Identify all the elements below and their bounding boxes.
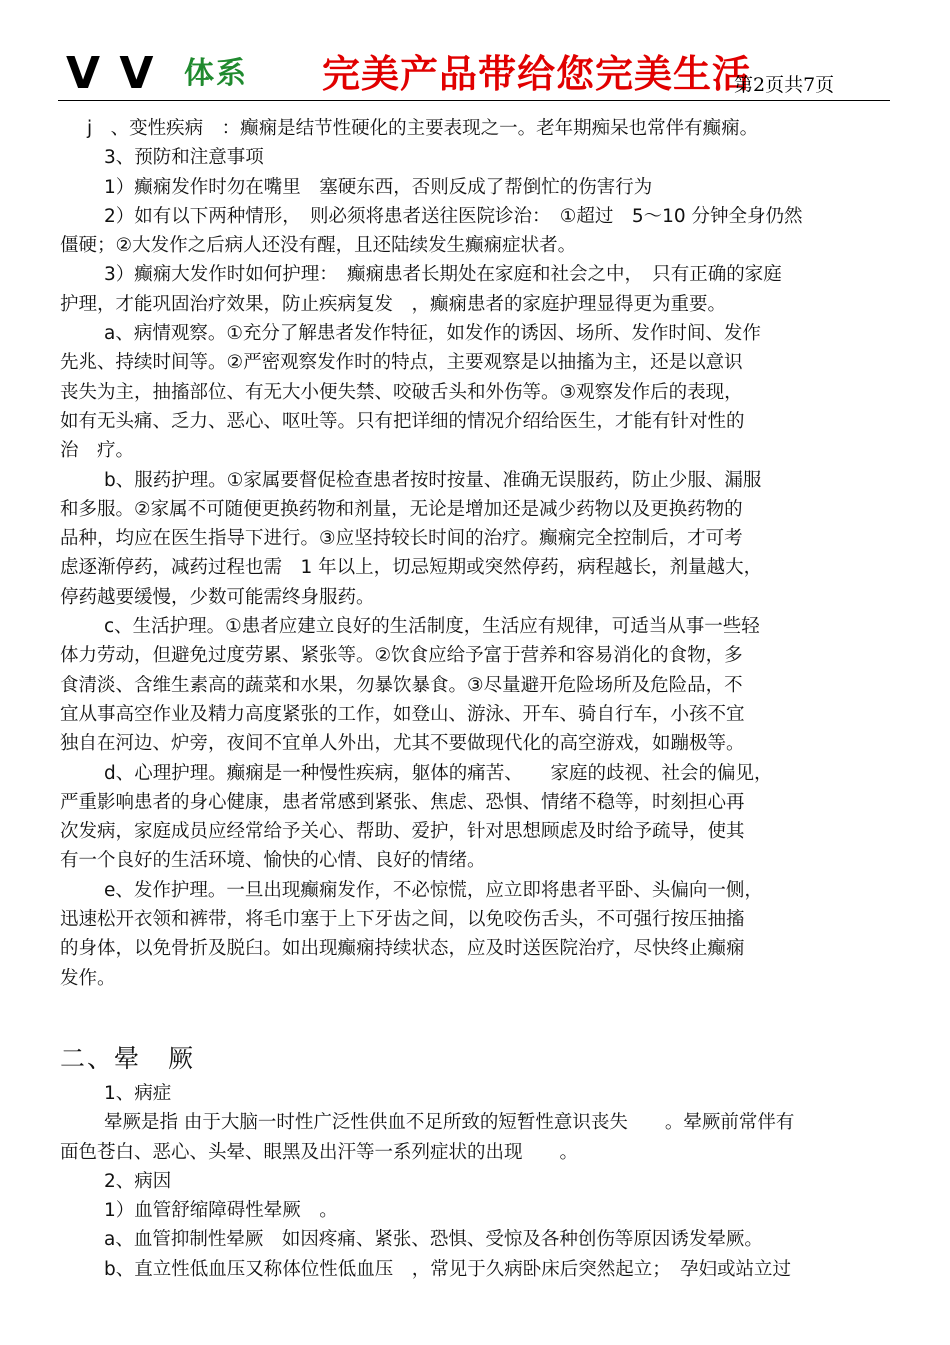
paragraph-line: 食清淡、含维生素高的蔬菜和水果，勿暴饮暴食。③尽量避开危险场所及危险品，不 <box>60 674 743 696</box>
paragraph-line: d、心理护理。癫痫是一种慢性疾病，躯体的痛苦、 家庭的歧视、社会的偏见， <box>104 762 773 784</box>
paragraph-line: 2、病因 <box>104 1170 172 1192</box>
paragraph-line: 僵硬；②大发作之后病人还没有醒，且还陆续发生癫痫症状者。 <box>60 235 577 257</box>
paragraph-line: 停药越要缓慢，少数可能需终身服药。 <box>60 586 375 608</box>
paragraph-line: 1、病症 <box>104 1082 172 1104</box>
section-heading: 二、晕 厥 <box>60 1043 196 1073</box>
paragraph-line: 晕厥是指 由于大脑一时性广泛性供血不足所致的短暂性意识丧失 。晕厥前常伴有 <box>104 1112 795 1134</box>
paragraph-line: 宜从事高空作业及精力高度紧张的工作，如登山、游泳、开车、骑自行车，小孩不宜 <box>60 703 745 725</box>
logo-subtitle: 体系 <box>184 56 248 91</box>
paragraph-line: 品种，均应在医生指导下进行。③应坚持较长时间的治疗。癫痫完全控制后，才可考 <box>60 528 743 550</box>
paragraph-line: 次发病，家庭成员应经常给予关心、帮助、爱护，针对思想顾虑及时给予疏导，使其 <box>60 821 745 843</box>
paragraph-line: 如有无头痛、乏力、恶心、呕吐等。只有把详细的情况介绍给医生，才能有针对性的 <box>60 410 745 432</box>
paragraph-line: 虑逐渐停药，减药过程也需 1 年以上，切忌短期或突然停药，病程越长，剂量越大， <box>60 557 763 579</box>
slogan: 完美产品带给您完美生活 <box>322 52 752 96</box>
paragraph-line: 先兆、持续时间等。②严密观察发作时的特点，主要观察是以抽搐为主，还是以意识 <box>60 352 743 374</box>
paragraph-line: 发作。 <box>60 967 116 989</box>
paragraph-line: b、直立性低血压又称体位性低血压 ，常见于久病卧床后突然起立； 孕妇或站立过 <box>104 1258 791 1280</box>
logo-letters: V V <box>66 48 156 99</box>
page-header <box>60 48 890 100</box>
paragraph-line: 有一个良好的生活环境、愉快的心情、良好的情绪。 <box>60 850 486 872</box>
paragraph-line: 2）如有以下两种情形， 则必须将患者送往医院诊治： ①超过 5～10 分钟全身仍然 <box>104 205 803 227</box>
paragraph-line: 丧失为主，抽搐部位、有无大小便失禁、咬破舌头和外伤等。③观察发作后的表现， <box>60 381 743 403</box>
paragraph-line: a、血管抑制性晕厥 如因疼痛、紧张、恐惧、受惊及各种创伤等原因诱发晕厥。 <box>104 1229 763 1251</box>
paragraph-line: a、病情观察。①充分了解患者发作特征，如发作的诱因、场所、发作时间、发作 <box>104 323 761 345</box>
paragraph-line: 面色苍白、恶心、头晕、眼黑及出汗等一系列症状的出现 。 <box>60 1141 579 1163</box>
paragraph-line: 迅速松开衣领和裤带，将毛巾塞于上下牙齿之间，以免咬伤舌头，不可强行按压抽搐 <box>60 909 745 931</box>
paragraph-line: j 、变性疾病 ：癫痫是结节性硬化的主要表现之一。老年期痴呆也常伴有癫痫。 <box>87 118 759 139</box>
paragraph-line: 独自在河边、炉旁，夜间不宜单人外出，尤其不要做现代化的高空游戏，如蹦极等。 <box>60 733 745 755</box>
page-indicator: 第2页共7页 <box>734 74 835 96</box>
paragraph-line: 1）癫痫发作时勿在嘴里 塞硬东西，否则反成了帮倒忙的伤害行为 <box>104 176 653 198</box>
paragraph-line: 体力劳动，但避免过度劳累、紧张等。②饮食应给予富于营养和容易消化的食物，多 <box>60 645 743 667</box>
paragraph-line: 的身体，以免骨折及脱臼。如出现癫痫持续状态，应及时送医院治疗，尽快终止癫痫 <box>60 938 745 960</box>
paragraph-line: 和多服。②家属不可随便更换药物和剂量，无论是增加还是减少药物以及更换药物的 <box>60 498 743 520</box>
section-syncope <box>60 1079 882 1284</box>
section-epilepsy-care <box>60 114 882 993</box>
document-body <box>60 114 882 1284</box>
header-rule <box>58 100 890 101</box>
paragraph-line: 1）血管舒缩障碍性晕厥 。 <box>104 1200 338 1222</box>
paragraph-line: e、发作护理。一旦出现癫痫发作，不必惊慌，应立即将患者平卧、头偏向一侧， <box>104 879 763 901</box>
paragraph-line: c、生活护理。①患者应建立良好的生活制度，生活应有规律，可适当从事一些轻 <box>104 616 760 638</box>
section-gap <box>60 993 882 1041</box>
paragraph-line: 严重影响患者的身心健康，患者常感到紧张、焦虑、恐惧、情绪不稳等，时刻担心再 <box>60 791 745 813</box>
paragraph-line: 护理，才能巩固治疗效果，防止疾病复发 ，癫痫患者的家庭护理显得更为重要。 <box>60 293 727 315</box>
paragraph-line: 3）癫痫大发作时如何护理： 癫痫患者长期处在家庭和社会之中， 只有正确的家庭 <box>104 264 782 286</box>
paragraph-line: 3、预防和注意事项 <box>104 147 264 169</box>
paragraph-line: 治 疗。 <box>60 440 135 462</box>
paragraph-line: b、服药护理。①家属要督促检查患者按时按量、准确无误服药，防止少服、漏服 <box>104 469 762 491</box>
